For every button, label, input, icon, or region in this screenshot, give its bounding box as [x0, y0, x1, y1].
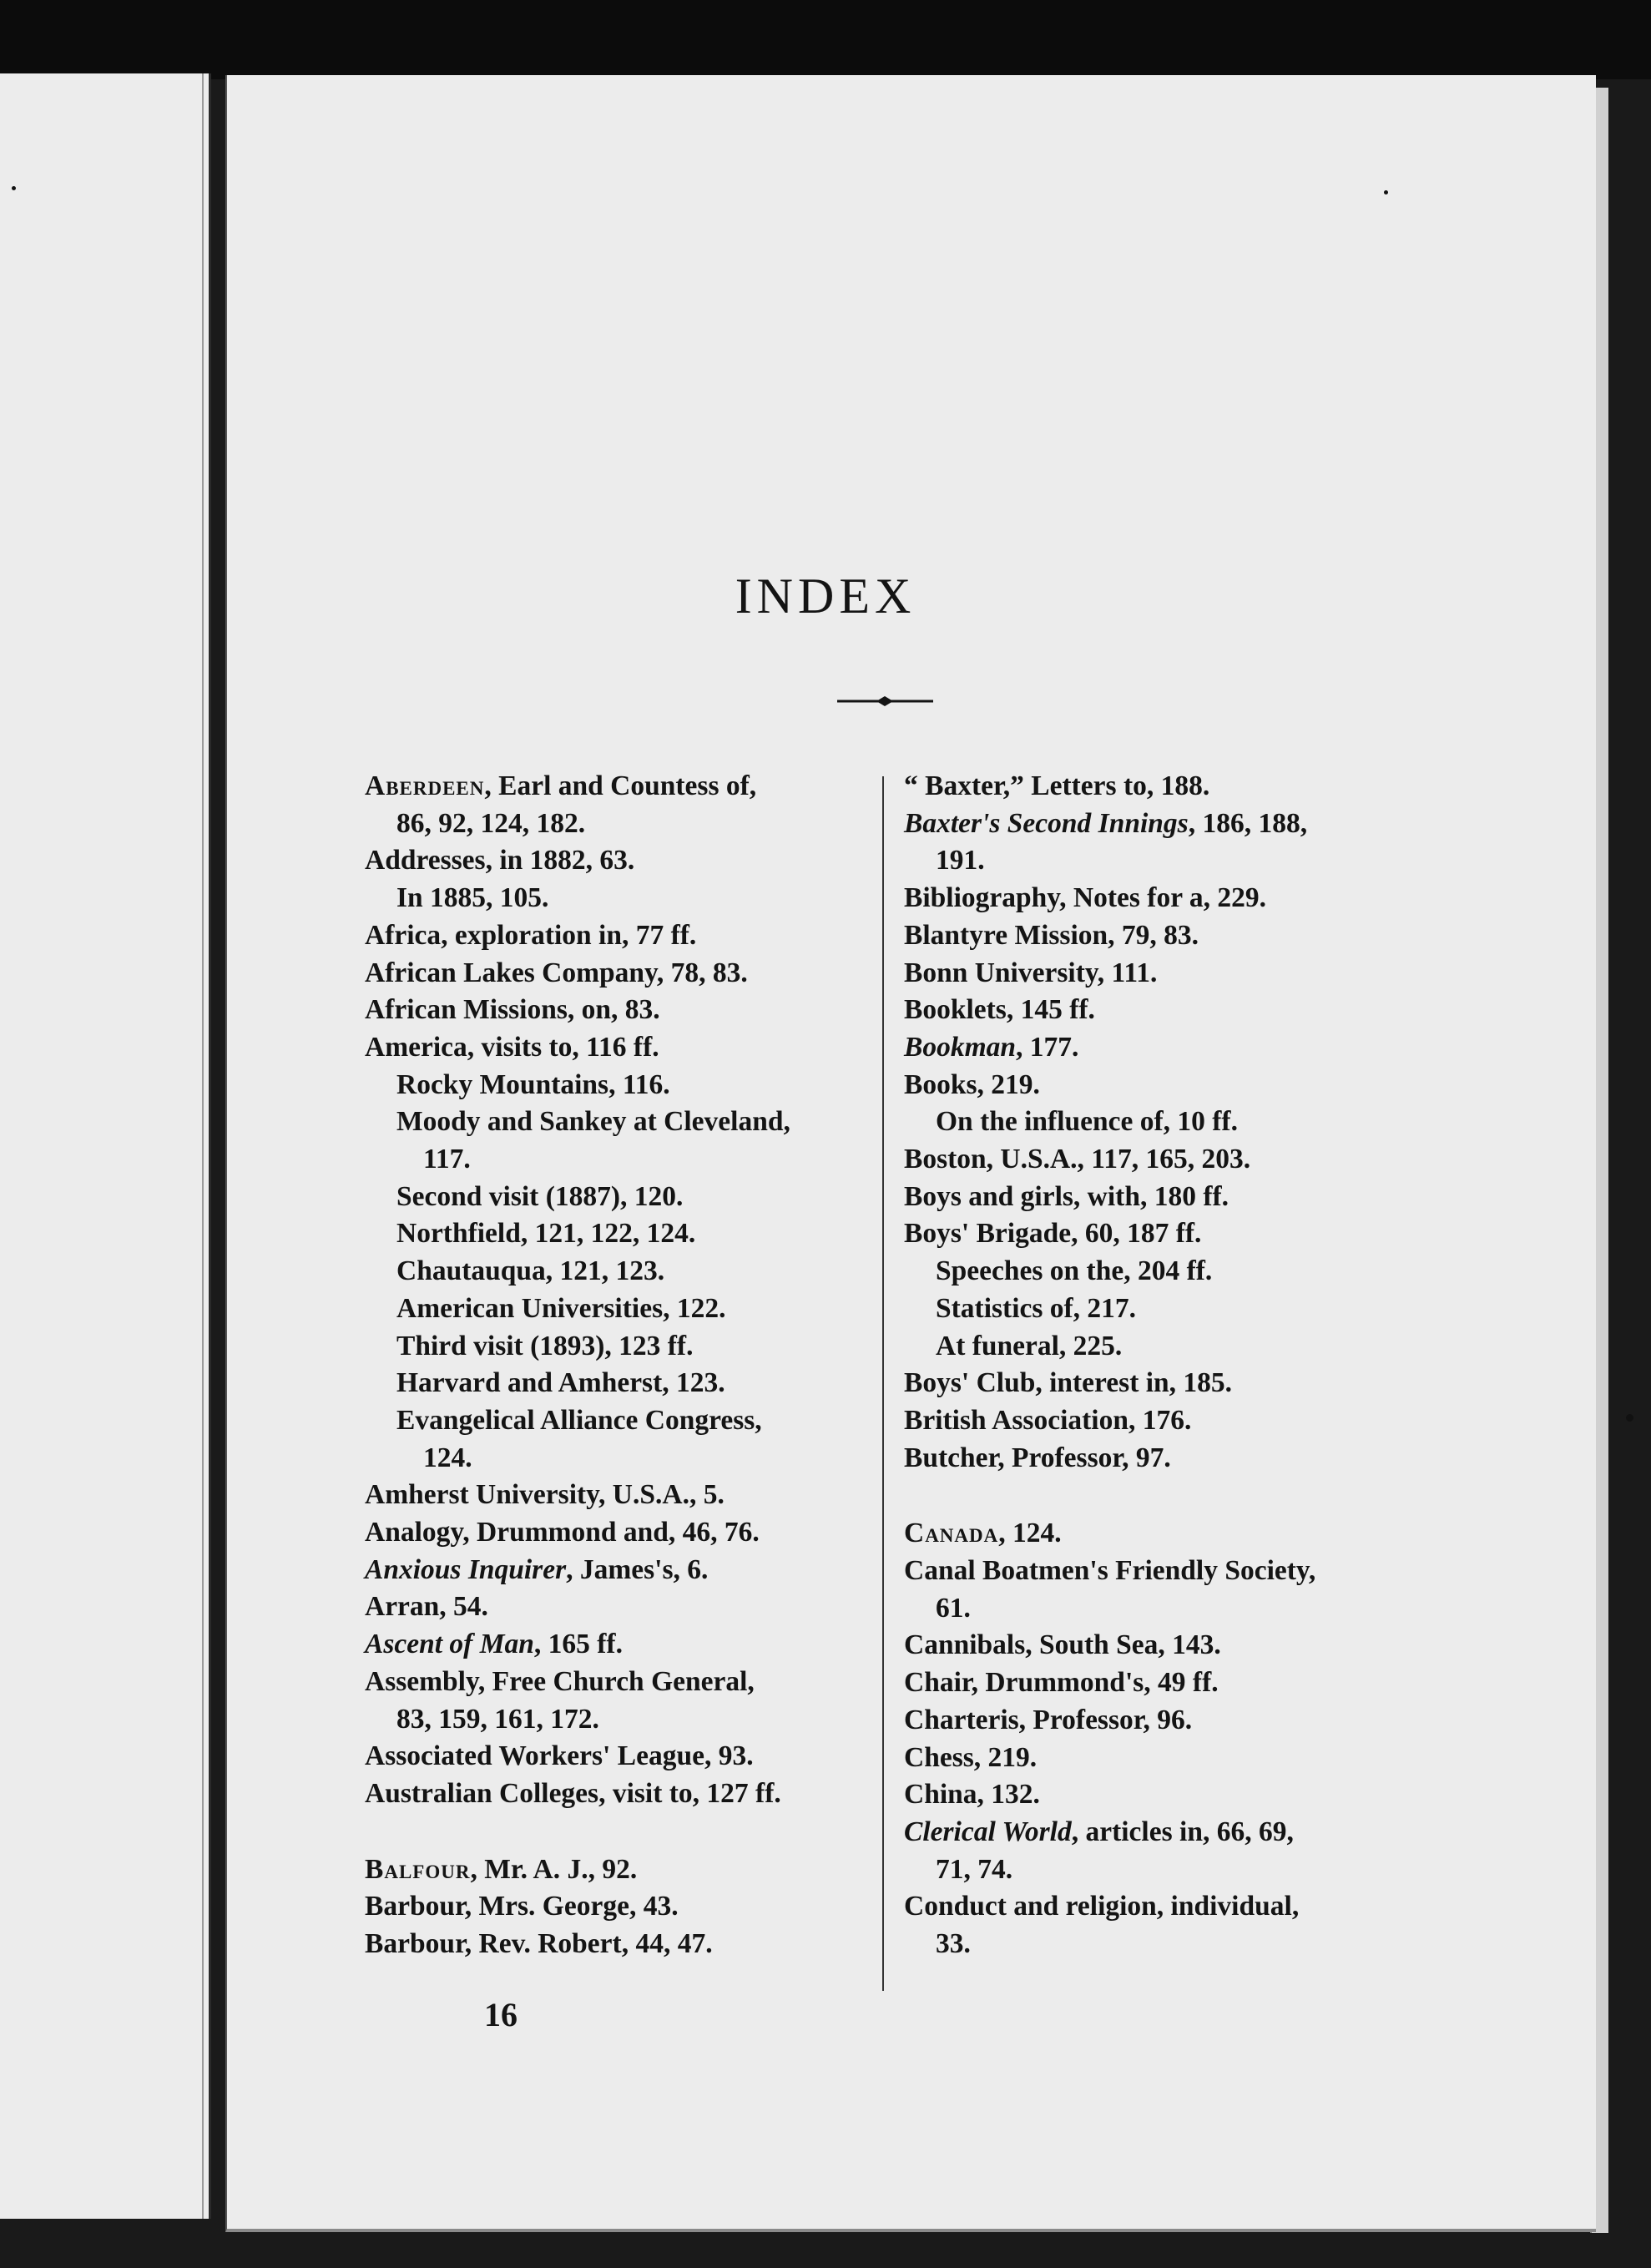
index-entry-text: Australian Colleges, visit to, 127 ff. [365, 1777, 781, 1809]
index-entry-text: Associated Workers' League, 93. [365, 1740, 754, 1772]
index-entry-text: Evangelical Alliance Congress, [396, 1404, 762, 1436]
index-entry [904, 1402, 1421, 1440]
index-entry-text: Assembly, Free Church General, [365, 1665, 755, 1697]
index-entry [904, 1440, 1421, 1477]
index-entry [365, 1664, 866, 1701]
index-entry [365, 1365, 866, 1402]
index-entry [365, 842, 866, 880]
index-entry-text: 33. [936, 1928, 971, 1960]
index-entry [904, 1291, 1421, 1328]
index-entry-text: Addresses, in 1882, 63. [365, 845, 635, 876]
index-entry-text: Booklets, 145 ff. [904, 994, 1095, 1026]
scan-top-border [0, 0, 1651, 79]
index-entry [365, 1589, 866, 1626]
index-entry [904, 992, 1421, 1029]
index-entry [904, 1627, 1421, 1664]
index-entry-text: American Universities, 122. [396, 1292, 726, 1324]
index-entry [365, 1888, 866, 1926]
index-entry-text: Harvard and Amherst, 123. [396, 1367, 725, 1399]
index-entry [904, 1179, 1421, 1216]
index-entry [904, 1851, 1421, 1889]
index-entry-text: 117. [423, 1144, 471, 1175]
index-entry [365, 917, 866, 955]
index-entry [904, 1141, 1421, 1179]
index-entry-text: Aberdeen, Earl and Countess of, [365, 770, 757, 801]
index-entry [904, 1888, 1421, 1926]
index-entry-text: Balfour, Mr. A. J., 92. [365, 1853, 638, 1885]
index-entry [904, 1067, 1421, 1104]
index-entry [904, 1515, 1421, 1553]
column-divider [882, 776, 884, 1991]
index-entry [904, 1215, 1421, 1253]
index-entry [904, 768, 1421, 806]
index-entry [365, 1701, 866, 1739]
index-entry [904, 1253, 1421, 1291]
index-entry [904, 955, 1421, 993]
index-column-left [365, 768, 866, 1963]
index-entry-text: Northfield, 121, 122, 124. [396, 1218, 696, 1250]
index-entry-text: 71, 74. [936, 1853, 1013, 1885]
index-entry-text: Speeches on the, 204 ff. [936, 1255, 1213, 1287]
index-entry-text: Analogy, Drummond and, 46, 76. [365, 1517, 760, 1548]
index-entry-text: China, 132. [904, 1779, 1040, 1811]
index-entry [904, 806, 1421, 843]
index-entry-text: British Association, 176. [904, 1404, 1192, 1436]
index-entry [365, 992, 866, 1029]
index-entry-text: Blantyre Mission, 79, 83. [904, 919, 1199, 951]
index-entry [365, 1141, 866, 1179]
page-number: 16 [484, 1996, 518, 2033]
index-entry [365, 880, 866, 917]
index-entry [904, 1365, 1421, 1402]
index-entry-text: Boys' Brigade, 60, 187 ff. [904, 1218, 1202, 1250]
index-entry [365, 1402, 866, 1440]
index-entry-text: 61. [936, 1592, 971, 1624]
index-entry-text: Butcher, Professor, 97. [904, 1442, 1171, 1473]
index-entry-text: Canada, 124. [904, 1518, 1062, 1549]
index-entry [904, 1814, 1421, 1851]
index-entry-text: Boys' Club, interest in, 185. [904, 1367, 1233, 1399]
index-entry-text: Clerical World, articles in, 66, 69, [904, 1816, 1294, 1847]
index-entry-text: Chautauqua, 121, 123. [396, 1255, 665, 1287]
index-entry [904, 1029, 1421, 1067]
index-entry [904, 1702, 1421, 1740]
index-entry-text: America, visits to, 116 ff. [365, 1031, 659, 1063]
index-entry [365, 955, 866, 993]
index-entry-text: Anxious Inquirer, James's, 6. [365, 1553, 709, 1585]
index-entry-text: Bookman, 177. [904, 1031, 1079, 1063]
index-entry [904, 1328, 1421, 1366]
index-entry-text: Barbour, Mrs. George, 43. [365, 1891, 679, 1922]
index-entry-text: Bibliography, Notes for a, 229. [904, 882, 1266, 914]
index-entry-text: African Missions, on, 83. [365, 994, 660, 1026]
index-entry [365, 1926, 866, 1963]
index-entry-text: Boys and girls, with, 180 ff. [904, 1180, 1229, 1212]
index-entry-text: Chair, Drummond's, 49 ff. [904, 1667, 1219, 1699]
index-entry [904, 842, 1421, 880]
index-entry-text: “ Baxter,” Letters to, 188. [904, 770, 1210, 801]
index-entry-text: Cannibals, South Sea, 143. [904, 1629, 1221, 1661]
index-entry [365, 1477, 866, 1514]
index-entry [365, 1626, 866, 1664]
index-entry-text: Barbour, Rev. Robert, 44, 47. [365, 1928, 713, 1960]
index-entry [365, 1851, 866, 1889]
index-entry [365, 1514, 866, 1552]
index-entry [904, 917, 1421, 955]
index-entry [904, 1664, 1421, 1702]
index-entry [904, 1104, 1421, 1141]
facing-page-gutter [202, 73, 204, 2219]
index-entry [904, 1740, 1421, 1777]
ornament-rule-icon [837, 693, 933, 710]
index-entry-text: Baxter's Second Innings, 186, 188, [904, 807, 1308, 839]
index-entry-text: Chess, 219. [904, 1741, 1038, 1773]
index-entry-text: Amherst University, U.S.A., 5. [365, 1479, 725, 1511]
index-entry-text: Canal Boatmen's Friendly Society, [904, 1555, 1316, 1587]
index-column-right [904, 768, 1421, 1963]
index-entry-text: Moody and Sankey at Cleveland, [396, 1106, 790, 1138]
index-entry-text: Books, 219. [904, 1068, 1040, 1100]
index-entry [365, 1552, 866, 1589]
index-entry [365, 1067, 866, 1104]
scan-speck [1384, 190, 1388, 194]
index-entry-text: On the influence of, 10 ff. [936, 1106, 1238, 1138]
index-entry-text: Conduct and religion, individual, [904, 1891, 1300, 1922]
index-entry-text: Boston, U.S.A., 117, 165, 203. [904, 1144, 1251, 1175]
index-entry-text: Arran, 54. [365, 1591, 488, 1623]
index-entry [365, 1253, 866, 1291]
index-entry-text: At funeral, 225. [936, 1330, 1123, 1361]
index-entry-text: 86, 92, 124, 182. [396, 807, 586, 839]
index-entry-text: Ascent of Man, 165 ff. [365, 1629, 623, 1660]
index-entry-text: Rocky Mountains, 116. [396, 1068, 670, 1100]
index-entry [904, 1553, 1421, 1590]
index-entry [365, 1328, 866, 1366]
index-entry-text: Second visit (1887), 120. [396, 1180, 684, 1212]
index-entry [365, 1029, 866, 1067]
index-entry-text: 124. [423, 1442, 472, 1473]
facing-page-edge [0, 73, 211, 2219]
scan-speck [1626, 1414, 1633, 1422]
index-entry-text: Statistics of, 217. [936, 1292, 1137, 1324]
index-entry [365, 1440, 866, 1477]
index-entry [904, 1776, 1421, 1814]
index-entry [365, 1179, 866, 1216]
index-entry-text: Third visit (1893), 123 ff. [396, 1330, 694, 1361]
index-entry [365, 1776, 866, 1813]
index-entry [365, 806, 866, 843]
index-entry [904, 1926, 1421, 1963]
index-entry-text: 191. [936, 845, 985, 876]
index-entry-text: In 1885, 105. [396, 882, 549, 914]
page-title: INDEX [735, 568, 916, 624]
index-entry [365, 768, 866, 806]
index-entry-text: Bonn University, 111. [904, 957, 1158, 988]
index-entry [365, 1104, 866, 1141]
index-entry-text: 83, 159, 161, 172. [396, 1703, 599, 1735]
index-entry-text: African Lakes Company, 78, 83. [365, 957, 748, 988]
index-entry-text: Africa, exploration in, 77 ff. [365, 919, 697, 951]
index-entry [365, 1215, 866, 1253]
index-entry [904, 880, 1421, 917]
index-entry-text: Charteris, Professor, 96. [904, 1704, 1193, 1735]
index-entry [904, 1590, 1421, 1628]
scan-speck [12, 186, 16, 190]
index-entry [365, 1291, 866, 1328]
index-entry [365, 1738, 866, 1776]
